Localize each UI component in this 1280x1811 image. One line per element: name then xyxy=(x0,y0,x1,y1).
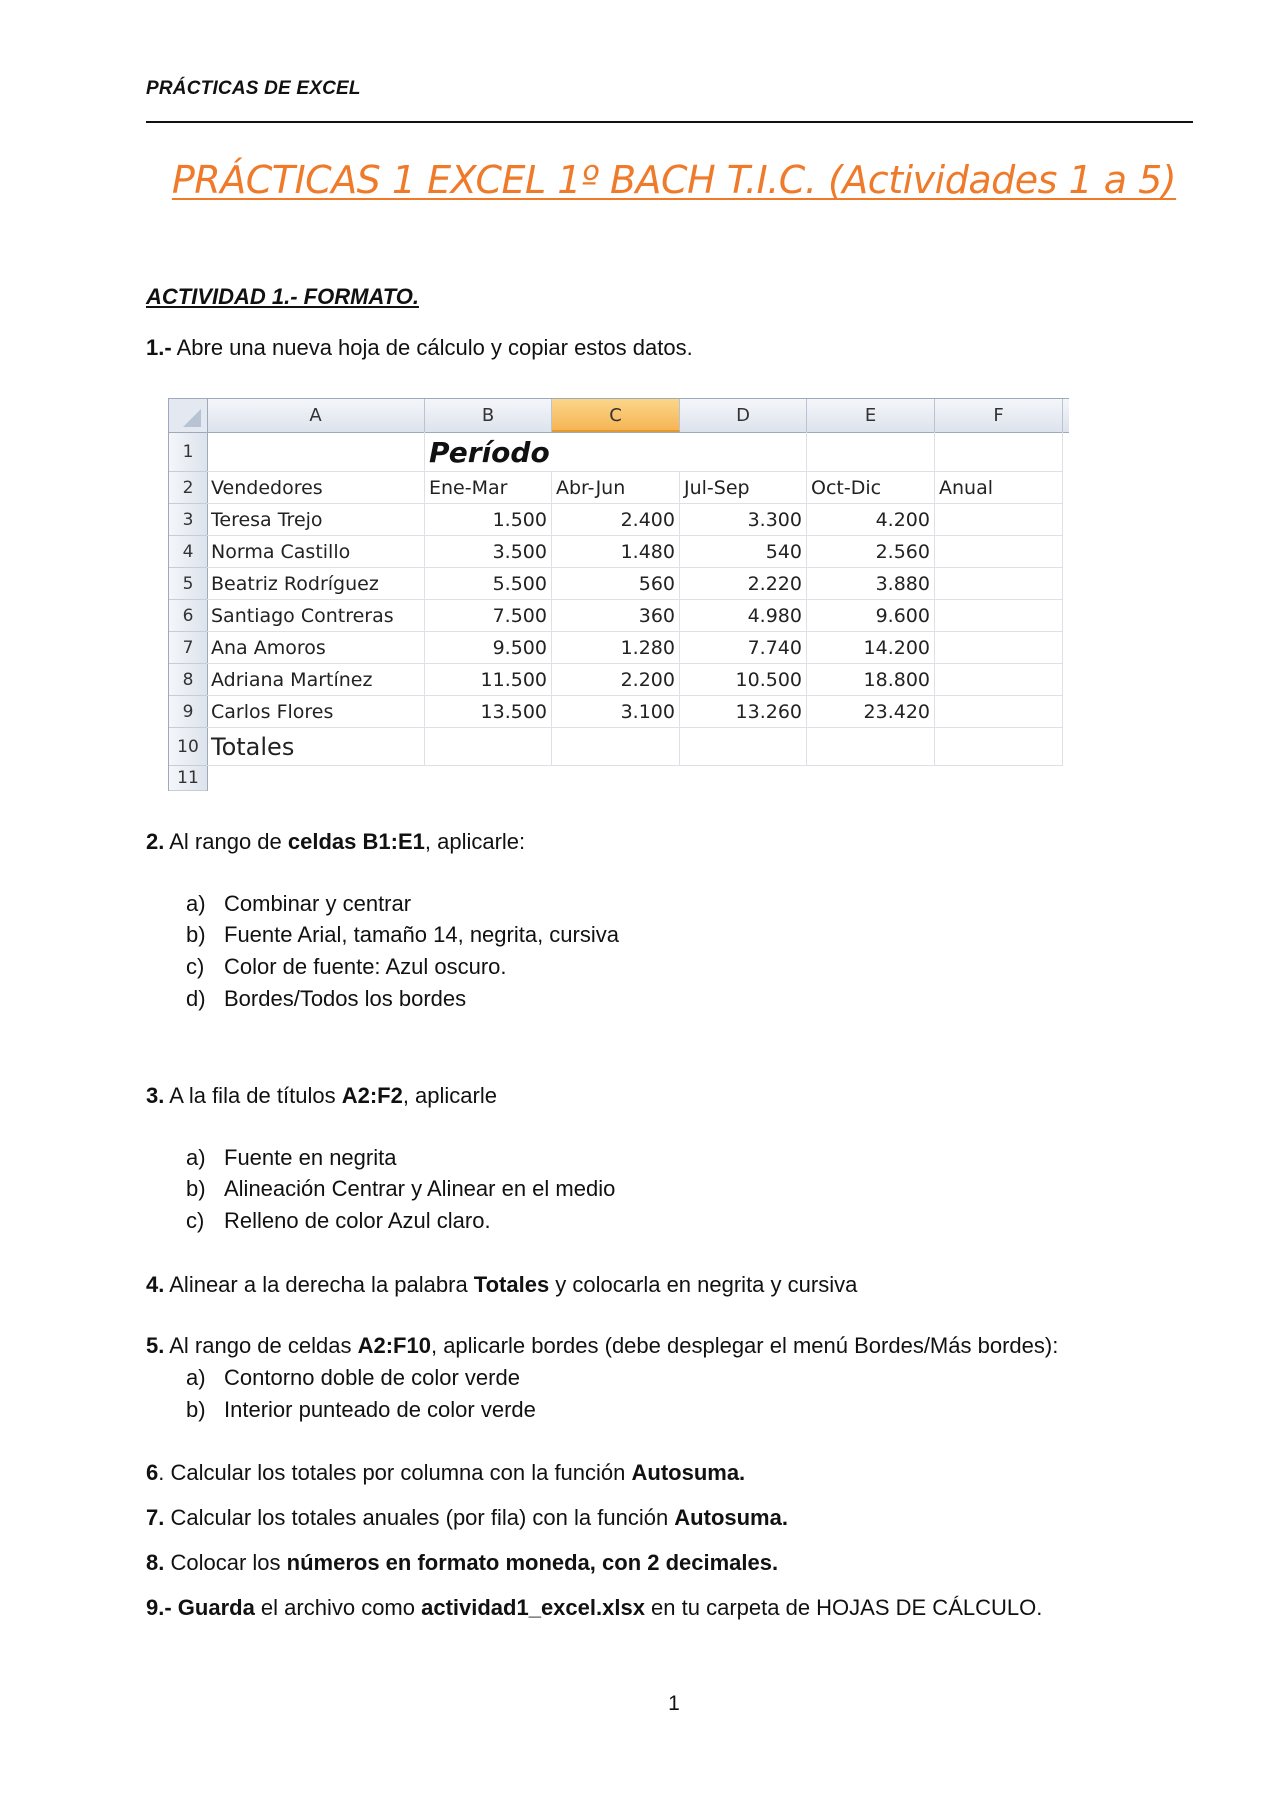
list-text: Fuente en negrita xyxy=(224,1145,397,1170)
cell-value: 2.400 xyxy=(552,504,680,536)
list-text: Contorno doble de color verde xyxy=(224,1365,520,1390)
step-text: , aplicarle xyxy=(402,1083,497,1108)
column-header-a: A xyxy=(207,399,425,432)
row-header: 2 xyxy=(169,472,207,504)
step-bold-text: celdas B1:E1 xyxy=(287,829,425,854)
step-text: , aplicarle: xyxy=(424,829,526,854)
step-bold-text: A2:F10 xyxy=(357,1333,431,1358)
step-number: 7. xyxy=(146,1505,165,1530)
row-header: 6 xyxy=(169,600,207,632)
step-bold-text: Autosuma. xyxy=(631,1460,746,1485)
step-text: A la fila de títulos xyxy=(164,1083,342,1108)
step-number: 8. xyxy=(146,1550,165,1575)
step-5 xyxy=(146,1333,1058,1359)
column-header-f: F xyxy=(935,399,1063,432)
cell-value: 4.980 xyxy=(680,600,807,632)
list-marker: c) xyxy=(186,954,205,979)
step-4 xyxy=(146,1272,857,1298)
cell-header-anual: Anual xyxy=(935,472,1063,504)
cell-value: 5.500 xyxy=(425,568,552,600)
cell-header-oct-dic: Oct-Dic xyxy=(807,472,935,504)
step-text: Abre una nueva hoja de cálculo y copiar estos datos. xyxy=(171,335,693,360)
step-text: , aplicarle bordes (debe desplegar el menú Bordes/Más bordes): xyxy=(430,1333,1059,1358)
cell-value: 3.300 xyxy=(680,504,807,536)
page-number: 1 xyxy=(668,1692,680,1715)
corner-triangle-icon xyxy=(183,409,201,427)
cell-total-empty xyxy=(935,728,1063,766)
cell-name: Carlos Flores xyxy=(207,696,425,728)
cell-d1 xyxy=(680,432,807,472)
cell-periodo: Período xyxy=(425,432,680,472)
step-bold-text: actividad1_excel.xlsx xyxy=(421,1595,645,1620)
step-9 xyxy=(146,1595,1042,1621)
step-number: 2. xyxy=(146,829,165,854)
list-text: Relleno de color Azul claro. xyxy=(224,1208,491,1233)
list-marker: c) xyxy=(186,1208,205,1233)
list-item xyxy=(186,1208,491,1234)
list-marker: d) xyxy=(186,986,206,1011)
cell-name: Teresa Trejo xyxy=(207,504,425,536)
cell-value: 4.200 xyxy=(807,504,935,536)
cell-total-empty xyxy=(552,728,680,766)
step-text: Al rango de xyxy=(164,829,288,854)
list-item xyxy=(186,986,466,1012)
list-text: Alineación Centrar y Alinear en el medio xyxy=(224,1176,616,1201)
step-text: Colocar los xyxy=(164,1550,287,1575)
cell-name: Ana Amoros xyxy=(207,632,425,664)
list-item xyxy=(186,1176,615,1202)
cell-value: 9.600 xyxy=(807,600,935,632)
cell-value: 1.480 xyxy=(552,536,680,568)
cell-value: 7.500 xyxy=(425,600,552,632)
cell-total-empty xyxy=(807,728,935,766)
cell-anual-empty xyxy=(935,696,1063,728)
cell-totales: Totales xyxy=(207,728,425,766)
column-header-b: B xyxy=(425,399,552,432)
list-marker: a) xyxy=(186,891,206,916)
step-bold-text: A2:F2 xyxy=(341,1083,403,1108)
list-item xyxy=(186,922,619,948)
step-8 xyxy=(146,1550,778,1576)
cell-total-empty xyxy=(425,728,552,766)
cell-value: 13.260 xyxy=(680,696,807,728)
cell-value: 3.880 xyxy=(807,568,935,600)
step-number: 5. xyxy=(146,1333,165,1358)
cell-name: Santiago Contreras xyxy=(207,600,425,632)
list-item xyxy=(186,954,507,980)
cell-value: 11.500 xyxy=(425,664,552,696)
cell-header-abr-jun: Abr-Jun xyxy=(552,472,680,504)
list-marker: a) xyxy=(186,1365,206,1390)
cell-value: 1.280 xyxy=(552,632,680,664)
cell-e1 xyxy=(807,432,935,472)
row-header: 3 xyxy=(169,504,207,536)
step-bold-text: números en formato moneda, con 2 decimales. xyxy=(286,1550,779,1575)
header-rule xyxy=(146,121,1193,123)
list-text: Fuente Arial, tamaño 14, negrita, cursiva xyxy=(224,922,619,947)
list-item xyxy=(186,1365,520,1391)
list-item xyxy=(186,1145,396,1171)
cell-value: 7.740 xyxy=(680,632,807,664)
list-item xyxy=(186,1397,536,1423)
row-header: 5 xyxy=(169,568,207,600)
step-text: Alinear a la derecha la palabra xyxy=(164,1272,474,1297)
cell-value: 14.200 xyxy=(807,632,935,664)
step-7 xyxy=(146,1505,788,1531)
step-number: 9.- Guarda xyxy=(146,1595,255,1620)
row-header: 4 xyxy=(169,536,207,568)
cell-value: 3.500 xyxy=(425,536,552,568)
cell-value: 23.420 xyxy=(807,696,935,728)
step-6 xyxy=(146,1460,745,1486)
cell-value: 10.500 xyxy=(680,664,807,696)
cell-total-empty xyxy=(680,728,807,766)
row-header: 11 xyxy=(169,766,207,791)
list-marker: b) xyxy=(186,1176,206,1201)
column-header-d: D xyxy=(680,399,807,432)
step-3 xyxy=(146,1083,497,1109)
cell-a1 xyxy=(207,432,425,472)
step-1 xyxy=(146,335,693,361)
cell-value: 2.560 xyxy=(807,536,935,568)
list-marker: b) xyxy=(186,1397,206,1422)
cell-value: 560 xyxy=(552,568,680,600)
row-header: 1 xyxy=(169,432,207,472)
column-header-e: E xyxy=(807,399,935,432)
cell-header-ene-mar: Ene-Mar xyxy=(425,472,552,504)
cell-value: 3.100 xyxy=(552,696,680,728)
cell-anual-empty xyxy=(935,664,1063,696)
cell-anual-empty xyxy=(935,632,1063,664)
row-header: 8 xyxy=(169,664,207,696)
step-bold-text: Totales xyxy=(473,1272,550,1297)
cell-value: 2.220 xyxy=(680,568,807,600)
column-header-c: C xyxy=(552,399,680,432)
row-header: 9 xyxy=(169,696,207,728)
activity-heading: ACTIVIDAD 1.- FORMATO. xyxy=(146,284,419,309)
cell-value: 18.800 xyxy=(807,664,935,696)
cell-name: Adriana Martínez xyxy=(207,664,425,696)
cell-anual-empty xyxy=(935,536,1063,568)
step-number: 1.- xyxy=(146,335,172,360)
step-text: el archivo como xyxy=(254,1595,422,1620)
cell-value: 9.500 xyxy=(425,632,552,664)
cell-value: 13.500 xyxy=(425,696,552,728)
spreadsheet-image xyxy=(168,398,1069,791)
cell-header-jul-sep: Jul-Sep xyxy=(680,472,807,504)
cell-value: 540 xyxy=(680,536,807,568)
step-text: Calcular los totales anuales (por fila) con la función xyxy=(164,1505,675,1530)
row-header: 10 xyxy=(169,728,207,766)
list-text: Bordes/Todos los bordes xyxy=(224,986,467,1011)
step-text: . Calcular los totales por columna con la función xyxy=(158,1460,632,1485)
cell-value: 2.200 xyxy=(552,664,680,696)
list-text: Combinar y centrar xyxy=(224,891,412,916)
cell-value: 360 xyxy=(552,600,680,632)
step-text: en tu carpeta de HOJAS DE CÁLCULO. xyxy=(644,1595,1043,1620)
list-marker: b) xyxy=(186,922,206,947)
cell-anual-empty xyxy=(935,600,1063,632)
cell-name: Beatriz Rodríguez xyxy=(207,568,425,600)
select-all-corner xyxy=(169,399,208,433)
cell-f1 xyxy=(935,432,1063,472)
cell-header-vendedores: Vendedores xyxy=(207,472,425,504)
list-marker: a) xyxy=(186,1145,206,1170)
main-title: PRÁCTICAS 1 EXCEL 1º BACH T.I.C. (Actividades 1 a 5) xyxy=(171,158,1177,202)
step-2 xyxy=(146,829,525,855)
list-text: Color de fuente: Azul oscuro. xyxy=(224,954,507,979)
header-title: PRÁCTICAS DE EXCEL xyxy=(146,78,361,99)
cell-name: Norma Castillo xyxy=(207,536,425,568)
list-text: Interior punteado de color verde xyxy=(224,1397,536,1422)
list-item xyxy=(186,891,411,917)
cell-anual-empty xyxy=(935,568,1063,600)
step-bold-text: Autosuma. xyxy=(674,1505,788,1530)
step-text: Al rango de celdas xyxy=(164,1333,358,1358)
cell-anual-empty xyxy=(935,504,1063,536)
step-number: 4. xyxy=(146,1272,165,1297)
row-header: 7 xyxy=(169,632,207,664)
cell-value: 1.500 xyxy=(425,504,552,536)
step-number: 6 xyxy=(146,1460,159,1485)
step-text: y colocarla en negrita y cursiva xyxy=(549,1272,858,1297)
step-number: 3. xyxy=(146,1083,165,1108)
